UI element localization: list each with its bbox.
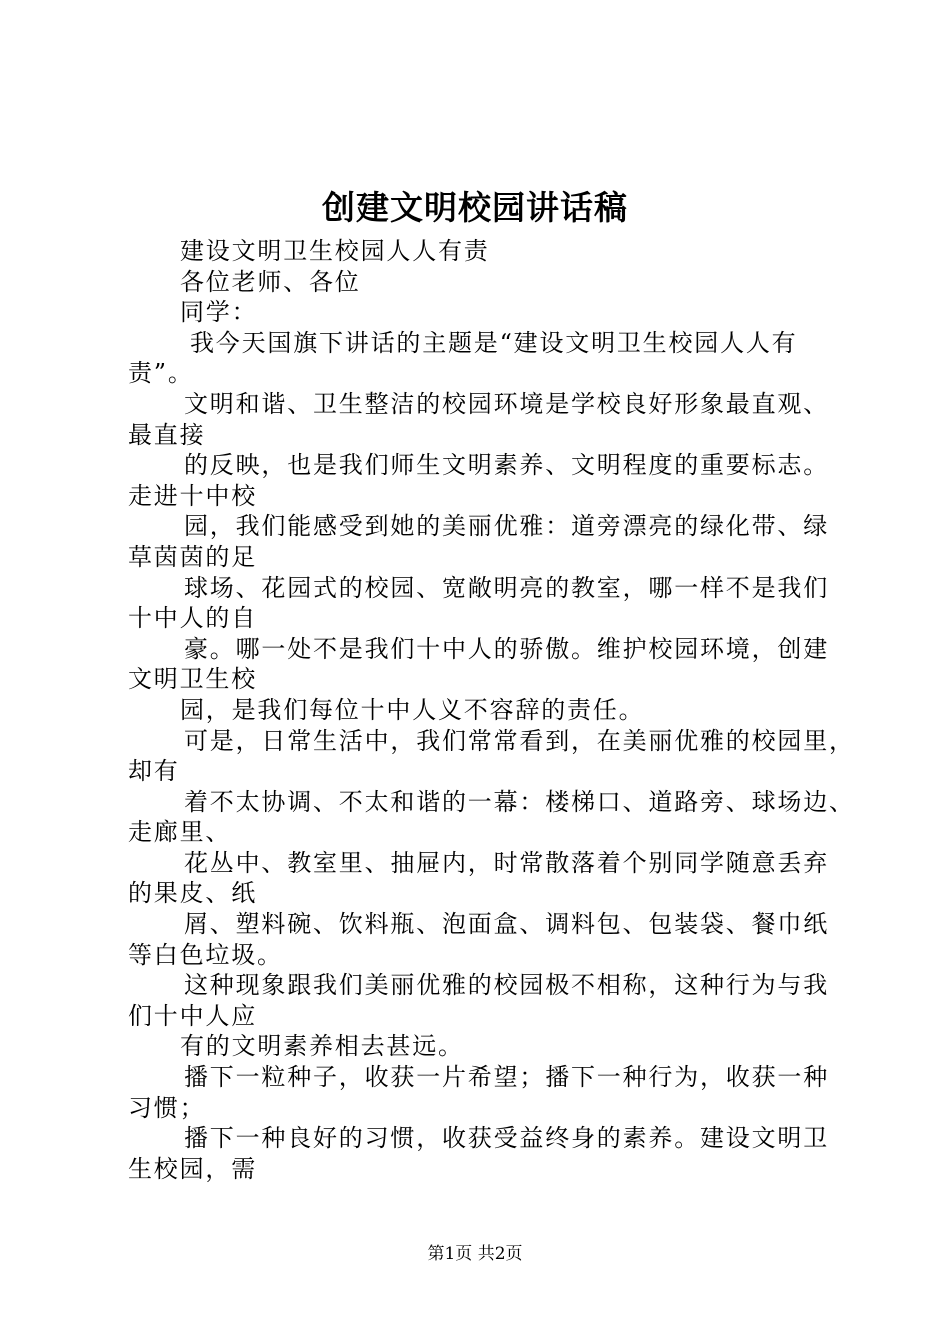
text-line: 各位老师、各位 xyxy=(180,267,361,296)
text-line: 习惯； xyxy=(128,1093,206,1122)
text-line: 着不太协调、不太和谐的一幕：楼梯口、道路旁、球场边、 xyxy=(184,787,855,816)
text-line: 建设文明卫生校园人人有责 xyxy=(180,237,490,265)
text-line: 却有 xyxy=(128,757,180,786)
text-line: 等白色垃圾。 xyxy=(128,940,283,969)
text-line: 可是，日常生活中，我们常常看到，在美丽优雅的校园里， xyxy=(184,726,855,755)
text-line: 园，我们能感受到她的美丽优雅：道旁漂亮的绿化带、绿 xyxy=(184,512,829,541)
text-line: 花丛中、教室里、抽屉内，时常散落着个别同学随意丢弃 xyxy=(184,848,829,877)
text-line: 播下一种良好的习惯，收获受益终身的素养。建设文明卫 xyxy=(184,1124,829,1153)
text-line: 球场、花园式的校园、宽敞明亮的教室，哪一样不是我们 xyxy=(184,573,829,602)
document-title: 创建文明校园讲话稿 xyxy=(322,188,628,227)
text-line: 文明和谐、卫生整洁的校园环境是学校良好形象最直观、 xyxy=(184,389,829,418)
text-line: 们十中人应 xyxy=(128,1001,257,1030)
text-line: 的反映，也是我们师生文明素养、文明程度的重要标志。 xyxy=(184,451,829,480)
text-line: 十中人的自 xyxy=(128,604,257,633)
text-line: 草茵茵的足 xyxy=(128,542,257,571)
text-line: 有的文明素养相去甚远。 xyxy=(180,1032,464,1061)
text-line: 屑、塑料碗、饮料瓶、泡面盒、调料包、包装袋、餐巾纸 xyxy=(184,910,829,939)
text-line: 文明卫生校 xyxy=(128,665,257,694)
text-line: 责”。 xyxy=(128,359,194,388)
text-line: 最直接 xyxy=(128,420,206,449)
document-body xyxy=(0,236,950,1184)
text-line: 走廊里、 xyxy=(128,818,232,847)
text-line: 这种现象跟我们美丽优雅的校园极不相称，这种行为与我 xyxy=(184,971,829,1000)
text-line: 豪。哪一处不是我们十中人的骄傲。维护校园环境，创建 xyxy=(184,634,829,663)
text-line: 同学： xyxy=(180,298,258,327)
text-line: 生校园，需 xyxy=(128,1154,257,1183)
text-line: 走进十中校 xyxy=(128,481,257,510)
text-line: 我今天国旗下讲话的主题是“建设文明卫生校园人人有 xyxy=(190,328,798,357)
text-line: 播下一粒种子，收获一片希望；播下一种行为，收获一种 xyxy=(184,1063,829,1092)
text-line: 的果皮、纸 xyxy=(128,879,257,908)
text-line: 园，是我们每位十中人义不容辞的责任。 xyxy=(180,695,645,724)
page-number-footer: 第1页 共2页 xyxy=(427,1244,523,1264)
